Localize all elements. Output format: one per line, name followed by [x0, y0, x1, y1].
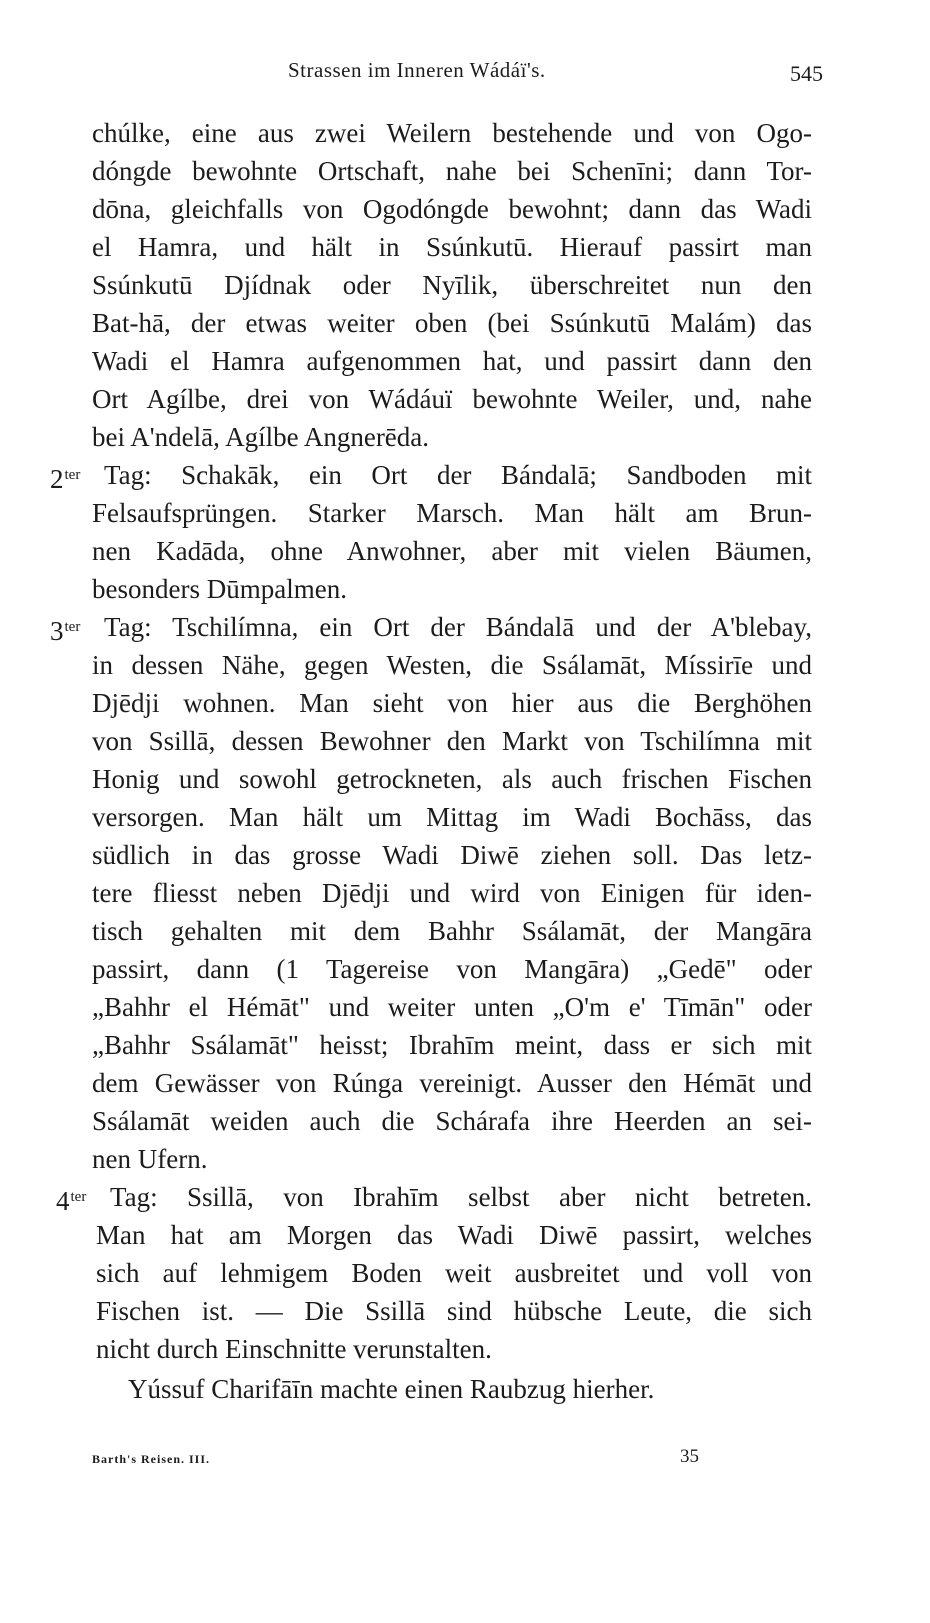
text-line: Yússuf Charifāīn machte einen Raubzug hierher.	[128, 1374, 655, 1404]
text-line: tere fliesst neben Djēdji und wird von Einigen für iden-	[92, 878, 812, 908]
text-line: „Bahhr el Hémāt" und weiter unten „O'm e' Tīmān" oder	[92, 992, 812, 1022]
text-line: Djēdji wohnen. Man sieht von hier aus die Berghöhen	[92, 688, 812, 718]
text-line: versorgen. Man hält um Mittag im Wadi Bochāss, das	[92, 802, 812, 832]
printer-signature: Barth's Reisen. III.	[92, 1452, 211, 1466]
text-line: dem Gewässer von Rúnga vereinigt. Ausser den Hémāt und	[92, 1068, 812, 1098]
text-line: dóngde bewohnte Ortschaft, nahe bei Schenīni; dann Tor-	[92, 156, 812, 186]
text-line: Tag: Ssillā, von Ibrahīm selbst aber nicht betreten.	[110, 1182, 812, 1212]
running-title: Strassen im Inneren Wádáï's.	[288, 58, 546, 82]
text-line: dōna, gleichfalls von Ogodóngde bewohnt; dann das Wadi	[92, 194, 812, 224]
text-line: nen Ufern.	[92, 1144, 208, 1174]
text-line: chúlke, eine aus zwei Weilern bestehende und von Ogo-	[92, 118, 812, 148]
text-line: Man hat am Morgen das Wadi Diwē passirt, welches	[96, 1220, 812, 1250]
text-line: nicht durch Einschnitte verunstalten.	[96, 1334, 492, 1364]
day-marker-4: $4^{ter}$	[56, 1186, 87, 1216]
text-line: Tag: Schakāk, ein Ort der Bándalā; Sandboden mit	[104, 460, 812, 490]
text-line: Wadi el Hamra aufgenommen hat, und passirt dann den	[92, 346, 812, 376]
text-line: Ssálamāt weiden auch die Schárafa ihre Heerden an sei-	[92, 1106, 812, 1136]
text-line: in dessen Nähe, gegen Westen, die Ssálamāt, Míssirīe und	[92, 650, 812, 680]
text-line: passirt, dann (1 Tagereise von Mangāra) „Gedē" oder	[92, 954, 812, 984]
text-line: südlich in das grosse Wadi Diwē ziehen soll. Das letz-	[92, 840, 812, 870]
day-marker-3: $3^{ter}$	[50, 616, 81, 646]
text-line: el Hamra, und hält in Ssúnkutū. Hierauf passirt man	[92, 232, 812, 262]
text-line: Tag: Tschilímna, ein Ort der Bándalā und der A'blebay,	[104, 612, 812, 642]
sheet-number: 35	[680, 1446, 699, 1467]
text-line: sich auf lehmigem Boden weit ausbreitet und voll von	[96, 1258, 812, 1288]
text-line: Ssúnkutū Djídnak oder Nyīlik, überschreitet nun den	[92, 270, 812, 300]
text-line: tisch gehalten mit dem Bahhr Ssálamāt, der Mangāra	[92, 916, 812, 946]
text-line: bei A'ndelā, Agílbe Angnerēda.	[92, 422, 430, 452]
page-footer	[0, 1446, 930, 1470]
page-number: 545	[790, 61, 823, 86]
text-line: nen Kadāda, ohne Anwohner, aber mit vielen Bäumen,	[92, 536, 812, 566]
running-header	[0, 58, 930, 92]
text-line: „Bahhr Ssálamāt" heisst; Ibrahīm meint, dass er sich mit	[92, 1030, 812, 1060]
day-marker-2: $2^{ter}$	[50, 464, 81, 494]
text-line: besonders Dūmpalmen.	[92, 574, 347, 604]
text-line: Ort Agílbe, drei von Wádáuï bewohnte Weiler, und, nahe	[92, 384, 812, 414]
text-line: Felsaufsprüngen. Starker Marsch. Man hält am Brun-	[92, 498, 812, 528]
text-line: Honig und sowohl getrockneten, als auch frischen Fischen	[92, 764, 812, 794]
text-line: von Ssillā, dessen Bewohner den Markt von Tschilímna mit	[92, 726, 812, 756]
text-line: Bat-hā, der etwas weiter oben (bei Ssúnkutū Malám) das	[92, 308, 812, 338]
text-line: Fischen ist. — Die Ssillā sind hübsche Leute, die sich	[96, 1296, 812, 1326]
